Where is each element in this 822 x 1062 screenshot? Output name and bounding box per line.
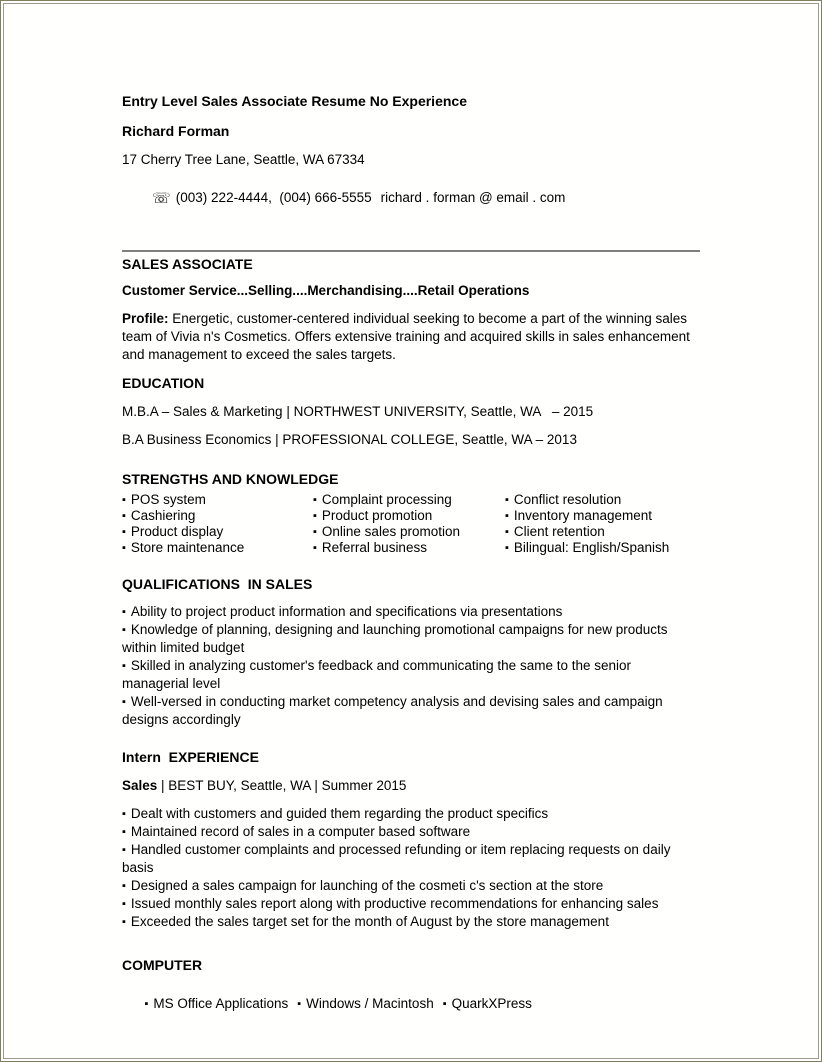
contact-line — [122, 169, 700, 227]
bullet-icon: ▪ — [122, 880, 126, 892]
experience-item — [122, 913, 700, 931]
experience-text: Maintained record of sales in a computer based software — [130, 824, 471, 839]
skill-label: Inventory management — [513, 508, 652, 523]
qualification-item — [122, 657, 700, 693]
bullet-icon: ▪ — [505, 494, 509, 506]
education-item: B.A Business Economics | PROFESSIONAL COLLEGE, Seattle, WA – 2013 — [122, 432, 577, 447]
skills-column — [122, 492, 313, 556]
qualification-text: Knowledge of planning, designing and launching promotional campaigns for new products within limited budget — [122, 622, 672, 655]
experience-item — [122, 805, 700, 823]
bullet-icon: ▪ — [122, 844, 126, 856]
job-title: Sales — [122, 778, 158, 793]
strengths-heading: STRENGTHS AND KNOWLEDGE — [122, 471, 339, 487]
bullet-icon: ▪ — [122, 606, 126, 618]
profile-text: Energetic, customer-centered individual seeking to become a part of the winning sales team of Vivia n's Cosmetics. Offers extensive training and acquired skills in sales enhancement and management to exceed the sales targets. — [122, 311, 694, 362]
profile-paragraph — [122, 310, 700, 364]
qualification-item — [122, 693, 700, 729]
job-title-line — [122, 776, 700, 795]
bullet-icon: ▪ — [297, 998, 302, 1010]
candidate-name: Richard Forman — [122, 123, 230, 139]
bullet-icon: ▪ — [144, 998, 149, 1010]
skill-item — [505, 508, 700, 524]
qualification-text: Well-versed in conducting market competency analysis and devising sales and campaign designs accordingly — [122, 694, 667, 727]
experience-text: Exceeded the sales target set for the month of August by the store management — [130, 914, 609, 929]
bullet-icon: ▪ — [505, 510, 509, 522]
experience-item — [122, 877, 700, 895]
skill-label: Online sales promotion — [321, 524, 460, 539]
skill-item — [122, 524, 313, 540]
skill-item — [313, 508, 505, 524]
skill-label: Complaint processing — [321, 492, 452, 507]
qualification-item — [122, 621, 700, 657]
skills-column — [313, 492, 505, 556]
bullet-icon: ▪ — [122, 542, 126, 554]
bullet-icon: ▪ — [313, 542, 317, 554]
skill-label: POS system — [130, 492, 206, 507]
skill-item — [122, 540, 313, 556]
skill-item — [122, 508, 313, 524]
bullet-icon: ▪ — [313, 494, 317, 506]
computer-heading: COMPUTER — [122, 957, 203, 973]
qualification-text: Ability to project product information and specifications via presentations — [130, 604, 563, 619]
skill-label: Bilingual: English/Spanish — [513, 540, 670, 555]
bullet-icon: ▪ — [442, 998, 447, 1010]
bullet-icon: ▪ — [122, 494, 126, 506]
skill-item — [505, 524, 700, 540]
experience-item — [122, 823, 700, 841]
skills-grid — [122, 492, 700, 556]
skill-item — [313, 524, 505, 540]
computer-skill: Windows / Macintosh — [306, 996, 434, 1011]
skill-label: Product promotion — [321, 508, 433, 523]
skill-item — [505, 540, 700, 556]
bullet-icon: ▪ — [122, 916, 126, 928]
section-divider — [122, 250, 700, 252]
email-text: richard . forman @ email . com — [380, 190, 566, 205]
skill-label: Referral business — [321, 540, 427, 555]
bullet-icon: ▪ — [313, 510, 317, 522]
computer-skills-line — [122, 975, 700, 1033]
education-heading: EDUCATION — [122, 375, 205, 391]
phone-icon: ☏ — [152, 190, 171, 207]
experience-heading: Intern EXPERIENCE — [122, 749, 259, 765]
skill-label: Client retention — [513, 524, 605, 539]
contact-block — [122, 150, 700, 227]
bullet-icon: ▪ — [122, 898, 126, 910]
skill-item — [313, 492, 505, 508]
bullet-icon: ▪ — [505, 526, 509, 538]
sales-associate-heading: SALES ASSOCIATE — [122, 256, 253, 272]
bullet-icon: ▪ — [313, 526, 317, 538]
education-item: M.B.A – Sales & Marketing | NORTHWEST UNIVERSITY, Seattle, WA – 2015 — [122, 404, 594, 419]
page-title: Entry Level Sales Associate Resume No Experience — [122, 93, 467, 109]
bullet-icon: ▪ — [122, 808, 126, 820]
bullet-icon: ▪ — [122, 660, 126, 672]
address-line: 17 Cherry Tree Lane, Seattle, WA 67334 — [122, 152, 365, 167]
bullet-icon: ▪ — [505, 542, 509, 554]
experience-text: Designed a sales campaign for launching of the cosmeti c's section at the store — [130, 878, 604, 893]
qualification-text: Skilled in analyzing customer's feedback and communicating the same to the senior managerial level — [122, 658, 635, 691]
skills-column — [505, 492, 700, 556]
experience-item — [122, 895, 700, 913]
skill-label: Product display — [130, 524, 224, 539]
qualifications-heading: QUALIFICATIONS IN SALES — [122, 576, 313, 592]
qualification-item — [122, 603, 700, 621]
phone-numbers: (003) 222-4444, (004) 666-5555 — [175, 190, 372, 205]
skill-item — [313, 540, 505, 556]
qualifications-list — [122, 603, 700, 729]
skill-label: Cashiering — [130, 508, 196, 523]
experience-text: Issued monthly sales report along with productive recommendations for enhancing sales — [130, 896, 659, 911]
bullet-icon: ▪ — [122, 826, 126, 838]
skill-item — [122, 492, 313, 508]
experience-text: Handled customer complaints and processed refunding or item replacing requests on daily basis — [122, 842, 675, 875]
tagline: Customer Service...Selling....Merchandising....Retail Operations — [122, 283, 530, 298]
experience-list — [122, 805, 700, 931]
bullet-icon: ▪ — [122, 696, 126, 708]
experience-text: Dealt with customers and guided them regarding the product specifics — [130, 806, 549, 821]
skill-label: Conflict resolution — [513, 492, 622, 507]
bullet-icon: ▪ — [122, 510, 126, 522]
profile-label: Profile: — [122, 311, 169, 326]
skill-item — [505, 492, 700, 508]
computer-skill: MS Office Applications — [153, 996, 289, 1011]
job-details: | BEST BUY, Seattle, WA | Summer 2015 — [157, 778, 407, 793]
skill-label: Store maintenance — [130, 540, 245, 555]
bullet-icon: ▪ — [122, 526, 126, 538]
experience-item — [122, 841, 700, 877]
bullet-icon: ▪ — [122, 624, 126, 636]
computer-skill: QuarkXPress — [451, 996, 532, 1011]
